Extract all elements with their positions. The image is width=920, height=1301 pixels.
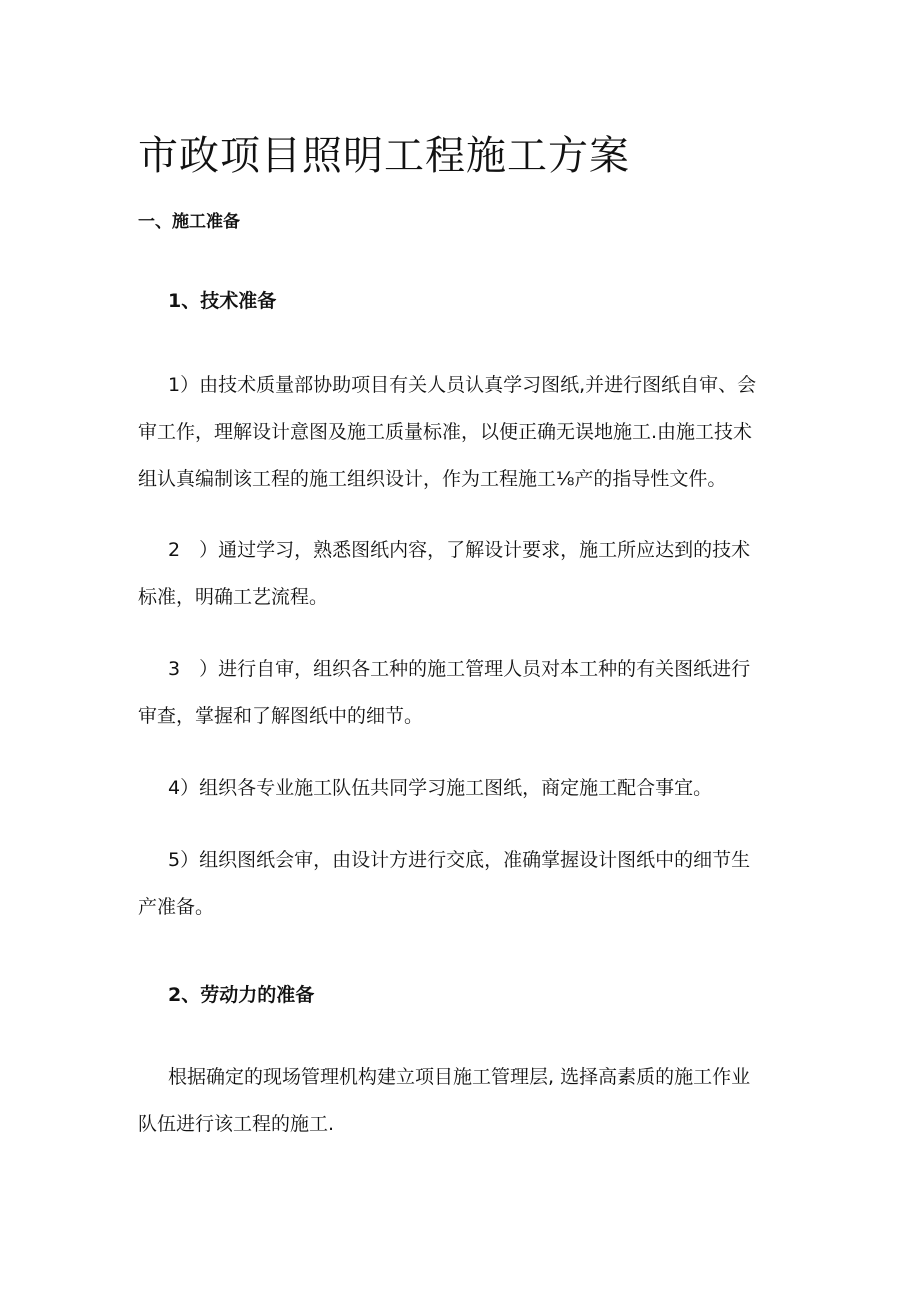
paragraph-line: 根据确定的现场管理机构建立项目施工管理层, 选择高素质的施工作业 (168, 1066, 751, 1088)
paragraph-line: 标准，明确工艺流程。 (138, 586, 329, 608)
paragraph-item-2 (138, 527, 788, 621)
paragraph-line: 审工作，理解设计意图及施工质量标准，以便正确无误地施工.由施工技术 (138, 421, 753, 443)
paragraph-line: 5）组织图纸会审，由设计方进行交底，准确掌握设计图纸中的细节生 (168, 849, 751, 871)
paragraph-item-5 (138, 837, 788, 931)
paragraph-line: 审查，掌握和了解图纸中的细节。 (138, 705, 424, 727)
paragraph-line: 队伍进行该工程的施工. (138, 1113, 335, 1135)
paragraph-line: 产准备。 (138, 896, 215, 918)
paragraph-line: 3 ）进行自审，组织各工种的施工管理人员对本工种的有关图纸进行 (168, 658, 751, 680)
paragraph-item-1 (138, 362, 788, 503)
section-heading-preparation: 一、施工准备 (138, 212, 240, 232)
paragraph-line: 组认真编制该工程的施工组织设计，作为工程施工⅛产的指导性文件。 (138, 468, 727, 490)
paragraph-line: 1）由技术质量部协助项目有关人员认真学习图纸,并进行图纸自审、会 (168, 374, 757, 396)
paragraph-item-3 (138, 646, 788, 740)
paragraph-line: 2 ）通过学习，熟悉图纸内容，了解设计要求，施工所应达到的技术 (168, 539, 751, 561)
document-title: 市政项目照明工程施工方案 (138, 133, 630, 179)
subheading-labor-preparation: 2、劳动力的准备 (168, 984, 315, 1006)
paragraph-labor (138, 1054, 788, 1148)
paragraph-item-4 (138, 765, 788, 812)
subheading-technical-preparation: 1、技术准备 (168, 290, 277, 312)
paragraph-line: 4）组织各专业施工队伍共同学习施工图纸，商定施工配合事宜。 (168, 777, 713, 799)
